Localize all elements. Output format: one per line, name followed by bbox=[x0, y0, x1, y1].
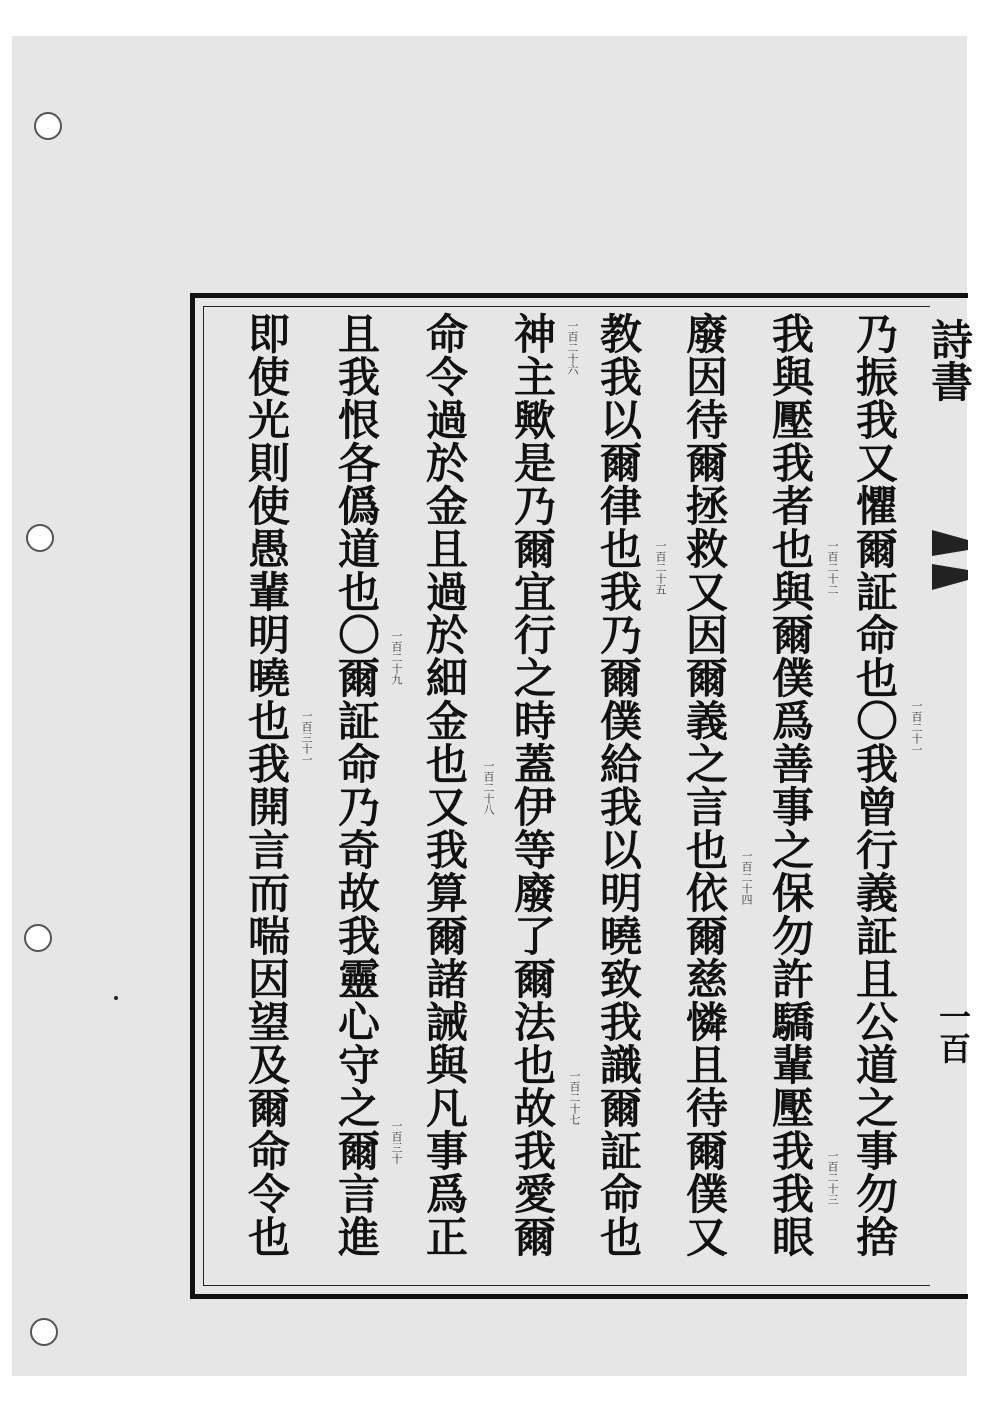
text-column: 教我以爾律也我乃爾僕給我以明曉致我識爾証命也 bbox=[594, 312, 643, 1258]
binder-hole bbox=[26, 524, 54, 552]
binder-hole bbox=[34, 112, 62, 140]
verse-number: 一百三十一 bbox=[300, 710, 313, 765]
text-column: 命令過於金且過於細金也又我算爾諸誡與凡事爲正 bbox=[420, 312, 469, 1258]
book-title: 詩書 bbox=[925, 318, 974, 402]
verse-number: 一百二十三 bbox=[826, 1150, 839, 1205]
text-column: 乃振我又懼爾証命也〇我曾行義証且公道之事勿捨 bbox=[850, 312, 899, 1258]
text-column: 神主歟是乃爾宜行之時蓋伊等廢了爾法也故我愛爾 bbox=[508, 312, 557, 1258]
binder-hole bbox=[24, 924, 52, 952]
verse-number: 一百二十一 bbox=[910, 700, 923, 755]
page-number: 一百 bbox=[934, 1000, 972, 1064]
spine-strip bbox=[930, 293, 968, 1299]
text-column: 即使光則使愚輩明曉也我開言而喘因望及爾命令也 bbox=[242, 312, 291, 1258]
text-column: 我與壓我者也與爾僕爲善事之保勿許驕輩壓我我眼 bbox=[766, 312, 815, 1258]
verse-number: 一百二十四 bbox=[740, 850, 753, 905]
verse-number: 一百二十七 bbox=[568, 1070, 581, 1125]
text-column: 廢因待爾拯救又因爾義之言也依爾慈憐且待爾僕又 bbox=[680, 312, 729, 1258]
verse-number: 一百二十五 bbox=[654, 540, 667, 595]
binder-hole bbox=[30, 1318, 58, 1346]
verse-number: 一百二十六 bbox=[566, 320, 579, 375]
text-column: 且我恨各僞道也〇爾証命乃奇故我靈心守之爾言進 bbox=[332, 312, 381, 1258]
verse-number: 一百二十八 bbox=[482, 760, 495, 815]
verse-number: 一百二十九 bbox=[390, 630, 403, 685]
verse-number: 一百二十二 bbox=[826, 540, 839, 595]
fish-tail-icon bbox=[932, 530, 968, 590]
ink-speck bbox=[114, 996, 118, 1000]
page-border-inner bbox=[203, 306, 930, 1286]
verse-number: 一百三十 bbox=[390, 1120, 403, 1164]
